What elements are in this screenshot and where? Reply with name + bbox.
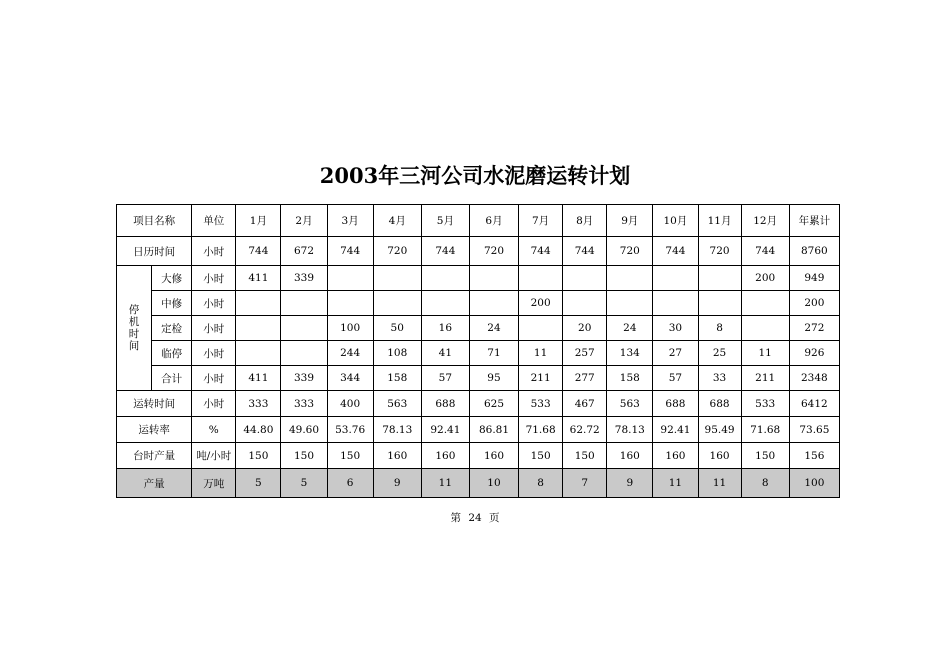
table-cell: 71 xyxy=(469,341,518,366)
table-cell: 25 xyxy=(698,341,741,366)
table-cell: 339 xyxy=(281,366,327,391)
header-row xyxy=(117,205,840,237)
table-cell: 95.49 xyxy=(698,417,741,443)
header-col-11: 10月 xyxy=(653,205,698,237)
table-cell: 744 xyxy=(519,237,563,266)
table-cell: 720 xyxy=(373,237,421,266)
table-cell: 720 xyxy=(698,237,741,266)
table-cell xyxy=(741,316,789,341)
table-cell xyxy=(327,266,373,291)
table-cell xyxy=(698,266,741,291)
table-cell xyxy=(281,341,327,366)
table-cell: 100 xyxy=(789,469,839,498)
table-cell: 11 xyxy=(519,341,563,366)
table-cell: 41 xyxy=(421,341,469,366)
table-cell: 71.68 xyxy=(741,417,789,443)
table-cell: 160 xyxy=(607,443,653,469)
table-cell: 2348 xyxy=(789,366,839,391)
hourly-output-row-unit: 吨/小时 xyxy=(192,443,236,469)
table-cell: 95 xyxy=(469,366,518,391)
header-col-10: 9月 xyxy=(607,205,653,237)
downtime-row xyxy=(117,341,840,366)
table-cell: 720 xyxy=(607,237,653,266)
table-cell: 9 xyxy=(373,469,421,498)
downtime-row-unit: 小时 xyxy=(192,316,236,341)
table-cell: 744 xyxy=(653,237,698,266)
output-row xyxy=(117,469,840,498)
table-cell xyxy=(607,291,653,316)
run-rate-row-label: 运转率 xyxy=(117,417,192,443)
table-cell: 73.65 xyxy=(789,417,839,443)
table-cell: 11 xyxy=(421,469,469,498)
table-cell xyxy=(281,291,327,316)
table-cell: 744 xyxy=(741,237,789,266)
downtime-row-unit: 小时 xyxy=(192,266,236,291)
group-label-char: 时 xyxy=(128,328,140,340)
table-cell xyxy=(469,291,518,316)
table-cell: 926 xyxy=(789,341,839,366)
table-cell: 200 xyxy=(789,291,839,316)
table-cell: 158 xyxy=(607,366,653,391)
table-cell xyxy=(373,266,421,291)
calendar-time-row-unit: 小时 xyxy=(192,237,236,266)
table-cell: 744 xyxy=(327,237,373,266)
table-cell: 158 xyxy=(373,366,421,391)
header-col-8: 7月 xyxy=(519,205,563,237)
table-cell: 949 xyxy=(789,266,839,291)
table-cell: 6 xyxy=(327,469,373,498)
header-item-name: 项目名称 xyxy=(117,205,192,237)
table-cell xyxy=(469,266,518,291)
table-cell: 744 xyxy=(236,237,281,266)
run-time-row xyxy=(117,391,840,417)
table-cell: 8 xyxy=(741,469,789,498)
table-cell: 339 xyxy=(281,266,327,291)
table-cell xyxy=(519,266,563,291)
output-row-label: 产量 xyxy=(117,469,192,498)
hourly-output-row xyxy=(117,443,840,469)
table-body xyxy=(117,205,840,498)
table-cell: 744 xyxy=(421,237,469,266)
table-cell xyxy=(373,291,421,316)
header-col-13: 12月 xyxy=(741,205,789,237)
table-cell: 688 xyxy=(698,391,741,417)
table-cell: 108 xyxy=(373,341,421,366)
downtime-row-label: 中修 xyxy=(152,291,192,316)
table-cell xyxy=(236,316,281,341)
table-cell: 134 xyxy=(607,341,653,366)
table-cell: 625 xyxy=(469,391,518,417)
table-cell: 688 xyxy=(653,391,698,417)
table-cell xyxy=(236,291,281,316)
table-cell: 8 xyxy=(519,469,563,498)
table-cell: 672 xyxy=(281,237,327,266)
table-cell: 78.13 xyxy=(607,417,653,443)
table-cell: 8 xyxy=(698,316,741,341)
operation-plan-table xyxy=(116,204,840,498)
downtime-row-label: 大修 xyxy=(152,266,192,291)
table-cell xyxy=(741,291,789,316)
header-col-3: 2月 xyxy=(281,205,327,237)
header-col-6: 5月 xyxy=(421,205,469,237)
table-cell: 92.41 xyxy=(421,417,469,443)
header-col-12: 11月 xyxy=(698,205,741,237)
table-cell: 62.72 xyxy=(563,417,607,443)
downtime-row-label: 定检 xyxy=(152,316,192,341)
calendar-time-row xyxy=(117,237,840,266)
run-rate-row xyxy=(117,417,840,443)
table-cell xyxy=(327,291,373,316)
downtime-row xyxy=(117,291,840,316)
downtime-row-label: 临停 xyxy=(152,341,192,366)
header-col-7: 6月 xyxy=(469,205,518,237)
table-cell: 24 xyxy=(607,316,653,341)
table-cell xyxy=(563,291,607,316)
header-col-2: 1月 xyxy=(236,205,281,237)
table-cell: 688 xyxy=(421,391,469,417)
table-cell: 160 xyxy=(469,443,518,469)
table-cell: 244 xyxy=(327,341,373,366)
table-cell: 71.68 xyxy=(519,417,563,443)
table-cell xyxy=(653,291,698,316)
table-cell: 160 xyxy=(698,443,741,469)
table-cell: 333 xyxy=(236,391,281,417)
header-col-14: 年累计 xyxy=(789,205,839,237)
table-cell: 160 xyxy=(653,443,698,469)
table-cell: 211 xyxy=(519,366,563,391)
table-cell: 100 xyxy=(327,316,373,341)
table-cell xyxy=(421,266,469,291)
downtime-row-unit: 小时 xyxy=(192,341,236,366)
table-cell: 150 xyxy=(563,443,607,469)
table-cell: 150 xyxy=(281,443,327,469)
table-cell: 5 xyxy=(281,469,327,498)
table-cell: 344 xyxy=(327,366,373,391)
table-cell: 150 xyxy=(327,443,373,469)
table-cell: 272 xyxy=(789,316,839,341)
table-cell: 150 xyxy=(519,443,563,469)
table-cell: 8760 xyxy=(789,237,839,266)
table-cell: 11 xyxy=(698,469,741,498)
table-cell: 257 xyxy=(563,341,607,366)
table-cell: 563 xyxy=(373,391,421,417)
table-cell: 467 xyxy=(563,391,607,417)
table-cell: 720 xyxy=(469,237,518,266)
table-cell: 150 xyxy=(741,443,789,469)
downtime-row xyxy=(117,316,840,341)
header-unit: 单位 xyxy=(192,205,236,237)
table-cell: 50 xyxy=(373,316,421,341)
table-cell: 86.81 xyxy=(469,417,518,443)
calendar-time-row-label: 日历时间 xyxy=(117,237,192,266)
table-cell: 150 xyxy=(236,443,281,469)
downtime-row xyxy=(117,366,840,391)
table-cell: 20 xyxy=(563,316,607,341)
table-cell: 78.13 xyxy=(373,417,421,443)
table-cell: 5 xyxy=(236,469,281,498)
header-col-4: 3月 xyxy=(327,205,373,237)
table-cell xyxy=(607,266,653,291)
table-cell xyxy=(281,316,327,341)
table-cell: 200 xyxy=(741,266,789,291)
table-cell: 11 xyxy=(741,341,789,366)
downtime-row-label: 合计 xyxy=(152,366,192,391)
downtime-row xyxy=(117,266,840,291)
table-cell: 277 xyxy=(563,366,607,391)
table-cell: 11 xyxy=(653,469,698,498)
table-cell: 211 xyxy=(741,366,789,391)
table-cell xyxy=(698,291,741,316)
table-cell: 9 xyxy=(607,469,653,498)
table-cell: 411 xyxy=(236,366,281,391)
group-label-char: 间 xyxy=(128,340,140,352)
table-cell: 6412 xyxy=(789,391,839,417)
table-cell: 156 xyxy=(789,443,839,469)
table-cell: 24 xyxy=(469,316,518,341)
table-cell: 53.76 xyxy=(327,417,373,443)
table-cell: 49.60 xyxy=(281,417,327,443)
page-value: 24 xyxy=(468,512,482,524)
run-time-row-label: 运转时间 xyxy=(117,391,192,417)
table-cell: 160 xyxy=(421,443,469,469)
downtime-row-unit: 小时 xyxy=(192,366,236,391)
table-cell: 57 xyxy=(653,366,698,391)
table-cell: 30 xyxy=(653,316,698,341)
output-row-unit: 万吨 xyxy=(192,469,236,498)
table-cell: 200 xyxy=(519,291,563,316)
table-cell: 400 xyxy=(327,391,373,417)
table-cell: 411 xyxy=(236,266,281,291)
page-prefix: 第 xyxy=(450,512,461,524)
table-cell: 16 xyxy=(421,316,469,341)
table-cell: 744 xyxy=(563,237,607,266)
table-cell: 33 xyxy=(698,366,741,391)
group-label-char: 停 xyxy=(128,304,140,316)
table-cell: 27 xyxy=(653,341,698,366)
table-cell xyxy=(519,316,563,341)
page-suffix: 页 xyxy=(489,512,500,524)
page-number xyxy=(0,510,950,525)
page-title: 2003年三河公司水泥磨运转计划 xyxy=(319,163,631,188)
table-cell: 533 xyxy=(741,391,789,417)
header-col-5: 4月 xyxy=(373,205,421,237)
table-cell: 57 xyxy=(421,366,469,391)
table-cell: 92.41 xyxy=(653,417,698,443)
table-cell: 333 xyxy=(281,391,327,417)
table-cell xyxy=(563,266,607,291)
table-cell: 563 xyxy=(607,391,653,417)
table-cell: 7 xyxy=(563,469,607,498)
table-cell xyxy=(236,341,281,366)
table-cell: 533 xyxy=(519,391,563,417)
table-cell xyxy=(421,291,469,316)
group-label-char: 机 xyxy=(128,316,140,328)
downtime-row-unit: 小时 xyxy=(192,291,236,316)
downtime-group-label xyxy=(117,266,152,391)
table-cell xyxy=(653,266,698,291)
hourly-output-row-label: 台时产量 xyxy=(117,443,192,469)
header-col-9: 8月 xyxy=(563,205,607,237)
run-time-row-unit: 小时 xyxy=(192,391,236,417)
run-rate-row-unit: % xyxy=(192,417,236,443)
table-cell: 44.80 xyxy=(236,417,281,443)
table-cell: 160 xyxy=(373,443,421,469)
table-cell: 10 xyxy=(469,469,518,498)
